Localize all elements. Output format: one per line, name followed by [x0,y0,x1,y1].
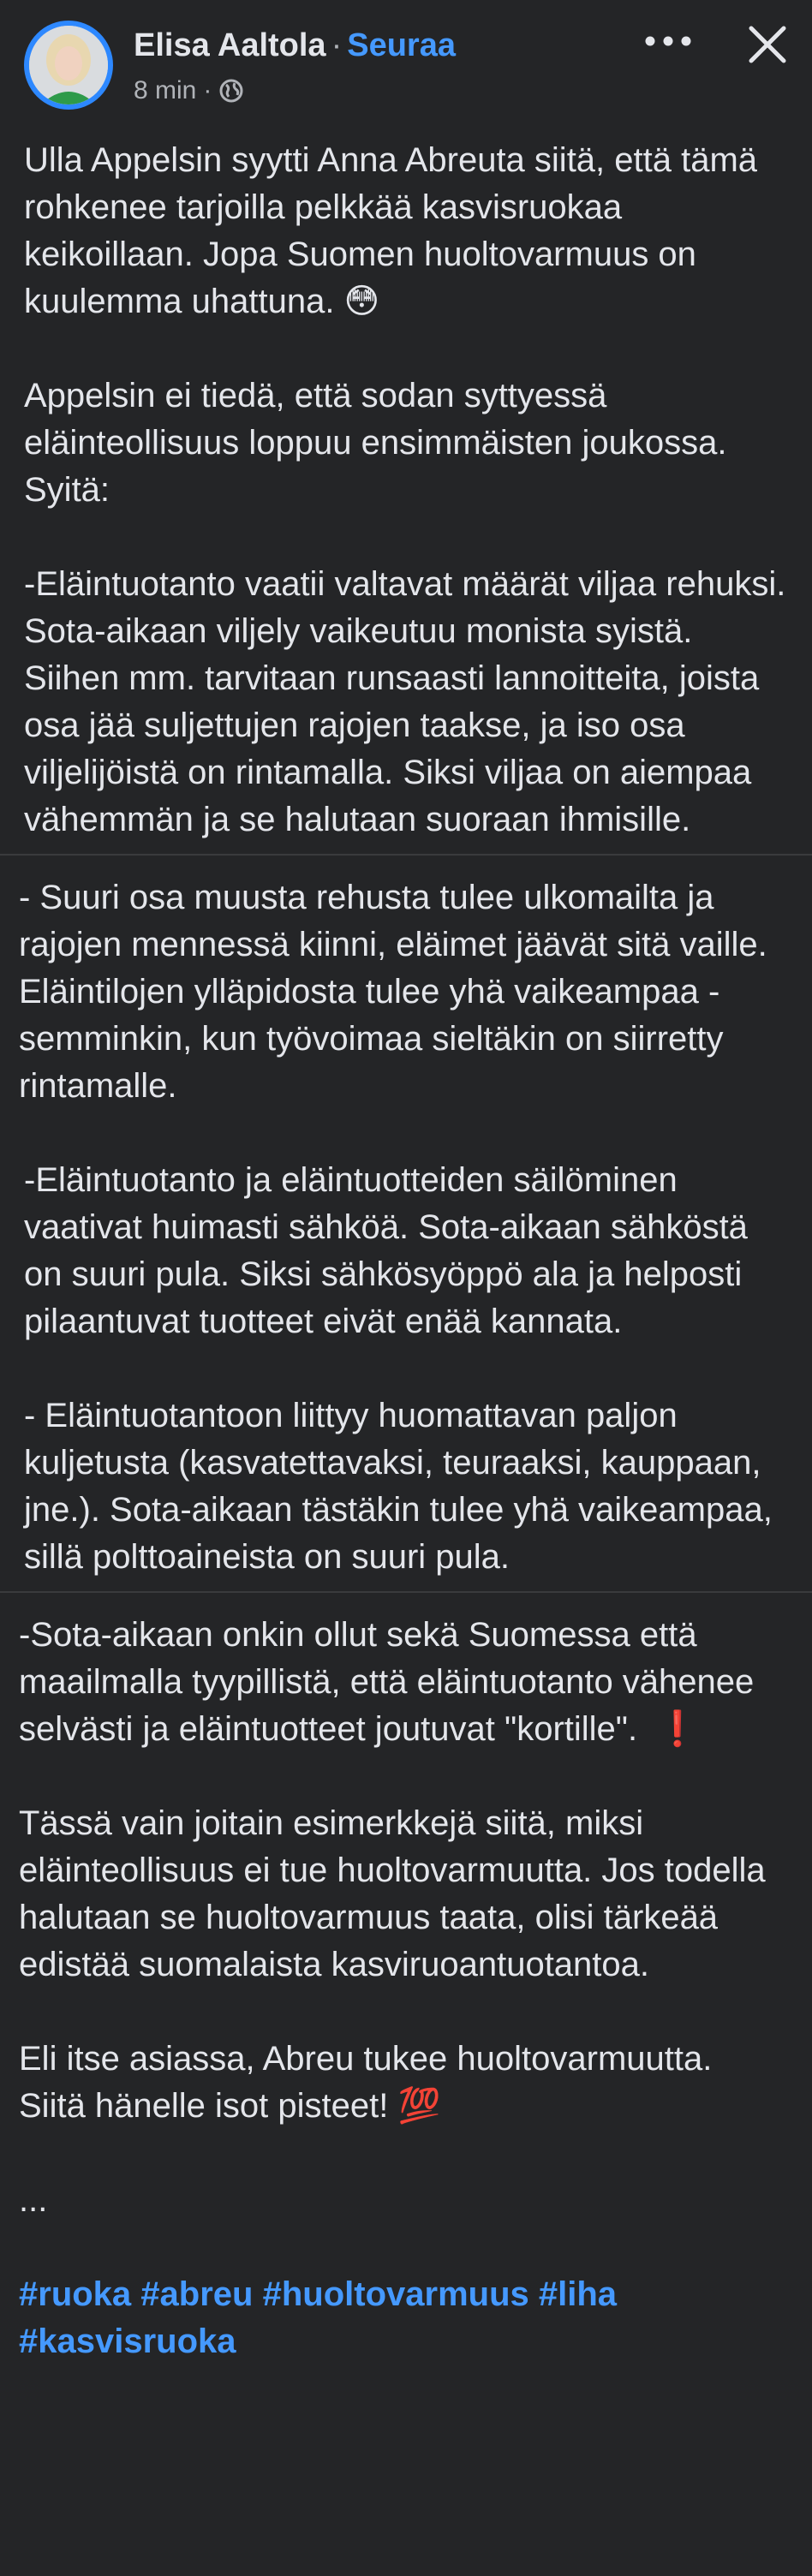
follow-button[interactable]: Seuraa [347,27,456,63]
post-paragraph: -Sota-aikaan onkin ollut sekä Suomessa että maailmalla tyypillistä, että eläintuotanto vähenee selvästi ja eläintuotteet joutuvat "kortille". ❗ [19,1616,764,1748]
hashtag-link[interactable]: #liha [538,2275,618,2313]
meta-separator: · [203,76,212,104]
post-timestamp[interactable]: 8 min [134,76,197,104]
post-paragraph: Ulla Appelsin syytti Anna Abreuta siitä, että tämä rohkenee tarjoilla pelkkää kasvisruokaa keikoillaan. Jopa Suomen huoltovarmuus on kuulemma uhattuna. 😳 [24,141,767,320]
more-options-button[interactable] [634,15,702,67]
section-divider [0,854,812,856]
hashtag-list [0,2271,812,2365]
post-paragraph: - Eläintuotantoon liittyy huomattavan paljon kuljetusta (kasvatettavaksi, teuraaksi, kauppaan, jne.). Sota-aikaan tästäkin tulee yhä vaikeampaa, sillä polttoaineista on suuri pula. [24,1397,782,1576]
section-divider [0,1591,812,1593]
post-paragraph: - Suuri osa muusta rehusta tulee ulkomailta ja rajojen mennessä kiinni, eläimet jäävät sitä vaille. Eläintilojen ylläpidosta tulee yhä vaikeampaa - semminkin, kun työvoimaa sieltäkin on siirretty rintamalle. [19,879,777,1105]
post-text [0,137,812,2365]
post-paragraph: Tässä vain joitain esimerkkejä siitä, miksi eläinteollisuus ei tue huoltovarmuutta. Jos todella halutaan se huoltovarmuus taata, olisi tärkeää edistää suomalaista kasviruoantuotantoa. [19,1804,775,1983]
close-button[interactable] [738,15,797,74]
avatar-photo-icon [29,26,108,104]
hashtag-link[interactable]: #kasvisruoka [19,2323,236,2360]
globe-icon [218,78,244,104]
hashtag-link[interactable]: #ruoka [19,2275,132,2313]
hashtag-link[interactable]: #huoltovarmuus [262,2275,529,2313]
avatar[interactable] [24,21,113,110]
name-separator: · [331,27,343,63]
close-icon [746,23,789,66]
post-header [0,0,812,128]
post-paragraph: Appelsin ei tiedä, että sodan syttyessä eläinteollisuus loppuu ensimmäisten joukossa. Syitä: [24,377,737,509]
post-meta [134,74,244,108]
post-ellipsis[interactable]: ... [19,2181,48,2219]
post-paragraph: -Eläintuotanto ja eläintuotteiden säilöminen vaativat huimasti sähköä. Sota-aikaan sähköstä on suuri pula. Siksi sähkösyöppö ala ja helposti pilaantuvat tuotteet eivät enää kannata. [24,1161,758,1340]
post-paragraph: Eli itse asiassa, Abreu tukee huoltovarmuutta. Siitä hänelle isot pisteet! 💯 [19,2040,722,2125]
author-name[interactable]: Elisa Aaltola [134,27,326,63]
hashtag-link[interactable]: #abreu [140,2275,254,2313]
post-paragraph: -Eläintuotanto vaatii valtavat määrät viljaa rehuksi. Sota-aikaan viljely vaikeutuu monista syistä. Siihen mm. tarvitaan runsaasti lannoitteita, joista osa jää suljettujen rajojen taakse, ja iso osa viljelijöistä on rintamalla. Siksi viljaa on aiempaa vähemmän ja se halutaan suoraan ihmisille. [24,565,796,838]
author-row [134,26,456,65]
more-horizontal-icon [644,35,692,47]
